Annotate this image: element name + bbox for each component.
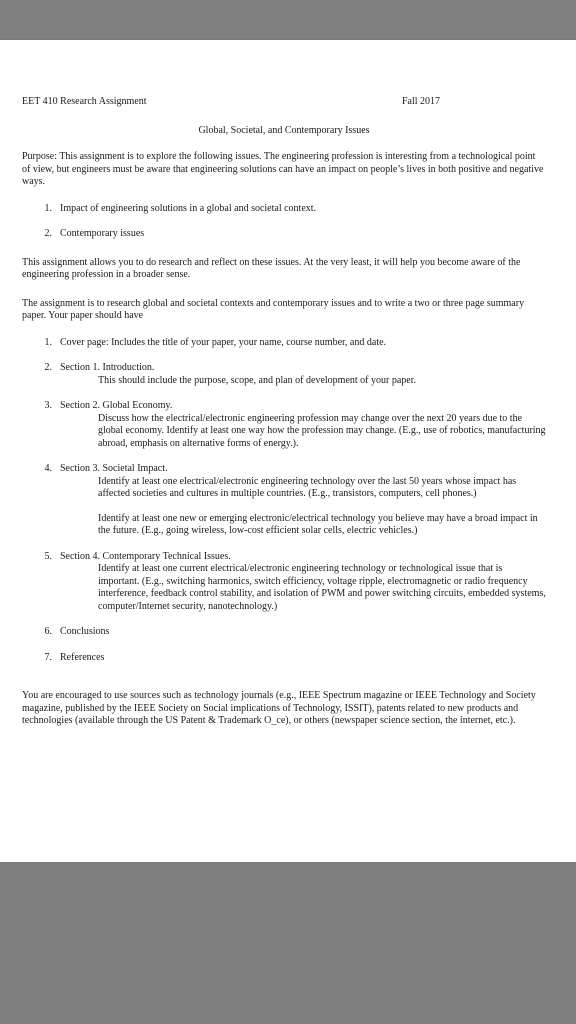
list-number: 4. [44,463,52,474]
top-bar [0,0,576,40]
section-heading: References [60,651,105,663]
reflection-paragraph: This assignment allows you to do research and reflect on these issues. At the very least, it will help you become aware of the engineering profession in a broader sense. [22,256,521,280]
list-number: 2. [44,362,52,373]
sections-list [22,337,546,665]
section-heading: Cover page: Includes the title of your paper, your name, course number, and date. [60,336,387,348]
section-heading: Section 1. Introduction. [60,362,155,373]
course-title: EET 410 Research Assignment [22,96,147,107]
document-content [22,96,546,728]
list-item [22,626,546,639]
issues-list [22,203,546,241]
list-number: 2. [44,228,52,239]
list-number: 5. [44,550,52,562]
list-item [22,203,546,216]
list-item [22,551,546,614]
list-item [22,400,546,450]
list-item [22,652,546,665]
section-detail: This should include the purpose, scope, and plan of development of your paper. [98,374,416,386]
list-item [22,463,546,538]
section-detail: Identify at least one current electrical/electronic engineering technology or technological issue that is important. (E.g., switching harmonics, switch efficiency, voltage ripple, electromagnetic or radio frequency interference, feedback control stability, and isolation of PWM and power switching circuits, embedded systems, computer/Internet security, nanotechnology.) [98,563,546,612]
list-number: 7. [44,651,52,663]
list-number: 3. [44,400,52,411]
document-page [0,40,576,862]
section-heading: Section 4. Contemporary Technical Issues. [60,550,231,562]
list-number: 1. [44,202,52,214]
list-text: Impact of engineering solutions in a global and societal context. [60,202,317,214]
document-header [22,96,546,109]
list-item [22,337,546,350]
section-heading: Conclusions [60,626,110,637]
bottom-area [0,862,576,1024]
purpose-paragraph: Purpose: This assignment is to explore the following issues. The engineering profession is interesting from a technological point of view, but engineers must be aware that engineering solutions can have an impact on people’s lives in both positive and negative ways. [22,151,544,187]
section-detail: Identify at least one electrical/electronic engineering technology over the last 50 years whose impact has affected societies and cultures in multiple countries. (E.g., transistors, computers, cell phones.) [98,475,517,499]
list-number: 1. [44,336,52,348]
term-label: Fall 2017 [401,96,440,107]
assignment-paragraph: The assignment is to research global and societal contexts and contemporary issues and to write a two or three page summary paper. Your paper should have [22,297,525,321]
section-heading: Section 3. Societal Impact. [60,463,168,474]
page-title: Global, Societal, and Contemporary Issues [198,124,370,136]
list-number: 6. [44,626,52,637]
section-detail: Identify at least one new or emerging electronic/electrical technology you believe may have a broad impact in the future. (E.g., going wireless, low-cost efficient solar cells, electric vehicles.) [98,512,538,536]
list-item [22,228,546,241]
section-heading: Section 2. Global Economy. [60,400,173,411]
section-detail: Discuss how the electrical/electronic engineering profession may change over the next 20 years due to the global economy. Identify at least one way how the profession may change. (E.g., use of robotics, manufacturing abroad, emphasis on alternative forms of energy.). [98,412,546,449]
list-text: Contemporary issues [60,228,145,239]
sources-paragraph: You are encouraged to use sources such as technology journals (e.g., IEEE Spectrum magazine or IEEE Technology and Society magazine, published by the IEEE Society on Social implications of Technology, ISSIT), patents related to new products and technologies (available through the US Patent & Trademark O_ce), or others (newspaper science section, the internet, etc.). [22,690,536,726]
list-item [22,362,546,387]
